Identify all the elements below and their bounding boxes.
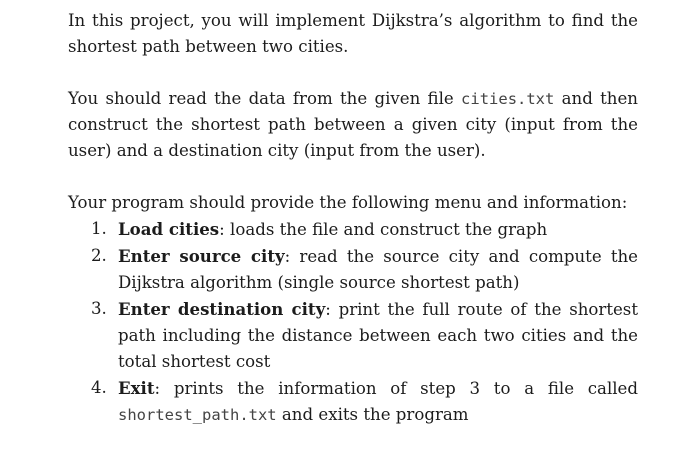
menu-item-text-end: and exits the program: [276, 405, 469, 424]
menu-item-number: 1.: [91, 219, 107, 238]
menu-item-text: : read the source city and compute the Dijkstra algorithm (single source shortest path): [118, 247, 638, 292]
menu-item-enter-source-city: [68, 243, 638, 296]
menu-item-title: Enter destination city: [118, 299, 326, 319]
data-paragraph: [68, 86, 638, 164]
menu-list: [68, 216, 638, 428]
menu-item-number: 2.: [91, 246, 107, 265]
menu-item-number: 4.: [91, 378, 107, 397]
menu-item-text: : prints the information of step 3 to a file called: [154, 379, 638, 398]
cities-filename: cities.txt: [461, 90, 555, 108]
menu-item-title: Exit: [118, 378, 155, 398]
menu-intro: Your program should provide the following menu and information:: [68, 193, 628, 212]
menu-item-text: : print the full route of the shortest path including the distance between each two cities and the total shortest cost: [118, 300, 638, 371]
menu-item-enter-destination-city: [68, 296, 638, 375]
document-body: [68, 8, 638, 428]
shortest-path-filename: shortest_path.txt: [118, 406, 277, 424]
data-paragraph-end: and then construct the shortest path between a given city (input from the user) and a destination city (input from the user).: [68, 89, 638, 160]
menu-item-load-cities: [68, 216, 638, 243]
intro-paragraph: In this project, you will implement Dijkstra’s algorithm to find the shortest path between two cities.: [68, 11, 638, 56]
menu-item-exit: [68, 375, 638, 428]
data-paragraph-start: You should read the data from the given file: [68, 89, 462, 108]
menu-item-number: 3.: [91, 299, 107, 318]
menu-item-title: Load cities: [118, 219, 220, 239]
menu-item-title: Enter source city: [118, 246, 285, 266]
menu-section: [68, 190, 638, 428]
menu-item-text: : loads the file and construct the graph: [219, 220, 548, 239]
